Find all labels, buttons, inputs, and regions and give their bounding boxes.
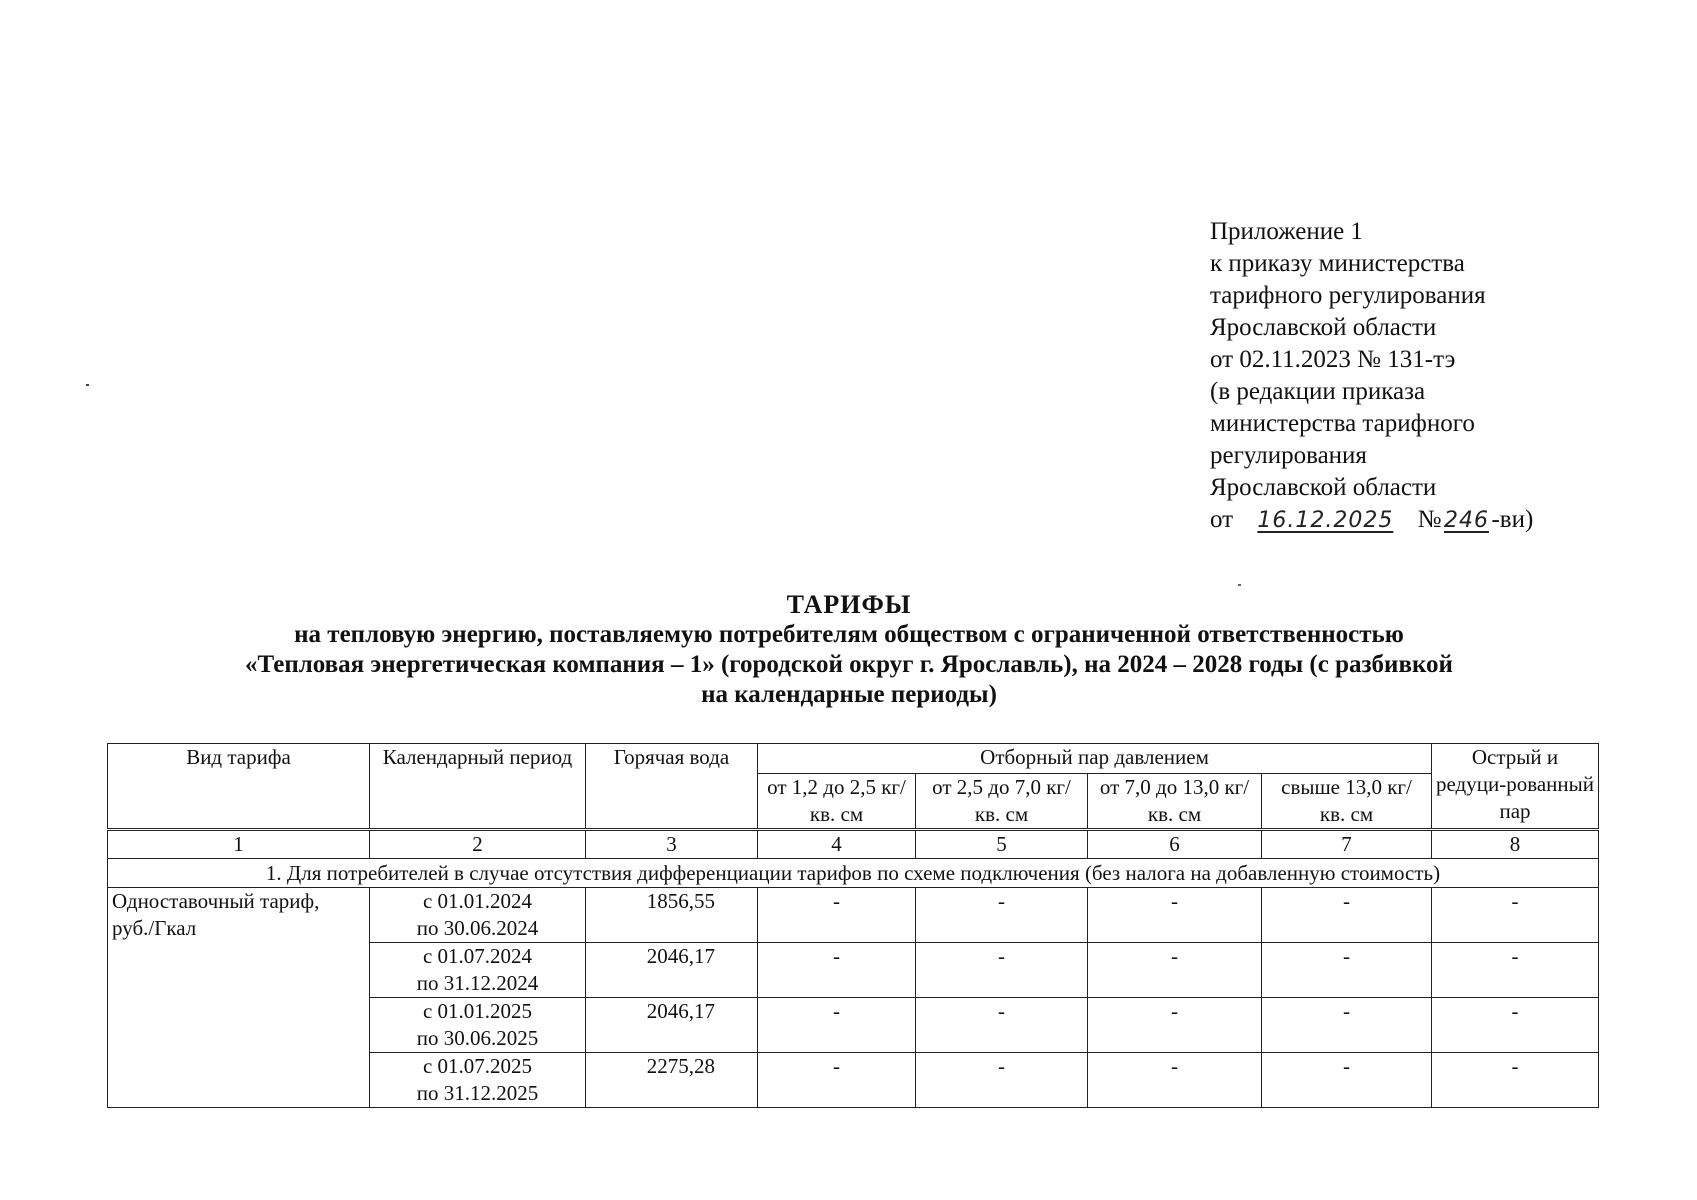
- annex-line: Ярославской области: [1210, 474, 1437, 501]
- sharp-steam-value: -: [1432, 943, 1599, 998]
- order-suffix: -ви): [1491, 506, 1534, 533]
- sharp-steam-value: -: [1432, 888, 1599, 943]
- steam-value: -: [758, 998, 916, 1053]
- tariff-type-cell: Одноставочный тариф, руб./Гкал: [108, 888, 370, 1108]
- header-hot-water: Горячая вода: [586, 744, 758, 830]
- steam-value: -: [1088, 998, 1262, 1053]
- title-line: на тепловую энергию, поставляемую потребителям обществом с ограниченной ответственностью: [294, 621, 1404, 648]
- hot-water-value: 2046,17: [586, 998, 758, 1053]
- annex-block: [1210, 216, 1670, 537]
- steam-value: -: [758, 888, 916, 943]
- handwritten-number: 246: [1443, 508, 1489, 533]
- title-line: на календарные периоды): [701, 681, 997, 708]
- handwritten-date: 16.12.2025: [1257, 508, 1394, 533]
- header-steam-3: от 7,0 до 13,0 кг/ кв. см: [1088, 774, 1262, 830]
- column-number: 3: [586, 830, 758, 859]
- annex-line: тарифного регулирования: [1210, 282, 1486, 309]
- header-period: Календарный период: [370, 744, 586, 830]
- annex-amendment-line: [1210, 504, 1670, 537]
- steam-value: -: [1262, 998, 1432, 1053]
- title-heading: ТАРИФЫ: [786, 590, 912, 619]
- steam-value: -: [916, 943, 1088, 998]
- period-from: с 01.07.2025: [422, 1054, 533, 1078]
- steam-value: -: [916, 1053, 1088, 1108]
- period-from: с 01.01.2024: [422, 889, 533, 913]
- column-number: 1: [108, 830, 370, 859]
- scan-speck: [1238, 584, 1241, 586]
- sharp-steam-value: -: [1432, 998, 1599, 1053]
- column-number: 4: [758, 830, 916, 859]
- annex-line: регулирования: [1210, 442, 1367, 469]
- header-sharp-steam: Острый и редуци-рованный пар: [1432, 744, 1599, 830]
- document-title: [100, 590, 1598, 710]
- steam-value: -: [1262, 1053, 1432, 1108]
- period-from: с 01.07.2024: [422, 944, 533, 968]
- period-to: по 31.12.2024: [416, 971, 539, 995]
- header-tariff-type: Вид тарифа: [108, 744, 370, 830]
- period-to: по 30.06.2025: [416, 1026, 539, 1050]
- annex-line: Ярославской области: [1210, 314, 1437, 341]
- hot-water-value: 1856,55: [586, 888, 758, 943]
- period-to: по 31.12.2025: [416, 1081, 539, 1105]
- tariff-table: [107, 743, 1599, 1108]
- section-heading: 1. Для потребителей в случае отсутствия дифференциации тарифов по схеме подключения (без налога на добавленную стоимость): [108, 859, 1599, 888]
- annex-from-label: от: [1210, 506, 1234, 533]
- steam-value: -: [916, 998, 1088, 1053]
- annex-line: Приложение 1: [1210, 218, 1363, 245]
- header-steam-4: свыше 13,0 кг/ кв. см: [1262, 774, 1432, 830]
- table-row: [108, 888, 1599, 943]
- annex-line: от 02.11.2023 № 131-тэ: [1210, 346, 1456, 373]
- annex-line: к приказу министерства: [1210, 250, 1465, 277]
- steam-value: -: [916, 888, 1088, 943]
- period-cell: [370, 888, 586, 943]
- steam-value: -: [1088, 1053, 1262, 1108]
- hot-water-value: 2046,17: [586, 943, 758, 998]
- period-cell: [370, 943, 586, 998]
- steam-value: -: [758, 1053, 916, 1108]
- annex-line: министерства тарифного: [1210, 410, 1475, 437]
- period-to: по 30.06.2024: [416, 916, 539, 940]
- number-sign: №: [1417, 506, 1442, 533]
- steam-value: -: [1262, 888, 1432, 943]
- steam-value: -: [1088, 943, 1262, 998]
- annex-line: (в редакции приказа: [1210, 378, 1426, 405]
- column-number: 8: [1432, 830, 1599, 859]
- scan-speck: [86, 384, 89, 386]
- steam-value: -: [1262, 943, 1432, 998]
- steam-value: -: [758, 943, 916, 998]
- title-line: «Тепловая энергетическая компания – 1» (городской округ г. Ярославль), на 2024 – 2028 годы (с разбивкой: [245, 651, 1453, 678]
- column-number: 5: [916, 830, 1088, 859]
- hot-water-value: 2275,28: [586, 1053, 758, 1108]
- header-steam-1: от 1,2 до 2,5 кг/ кв. см: [758, 774, 916, 830]
- steam-value: -: [1088, 888, 1262, 943]
- sharp-steam-value: -: [1432, 1053, 1599, 1108]
- period-cell: [370, 998, 586, 1053]
- period-from: с 01.01.2025: [422, 999, 533, 1023]
- column-number: 6: [1088, 830, 1262, 859]
- column-number: 2: [370, 830, 586, 859]
- header-steam-2: от 2,5 до 7,0 кг/ кв. см: [916, 774, 1088, 830]
- header-steam-group: Отборный пар давлением: [758, 744, 1432, 774]
- period-cell: [370, 1053, 586, 1108]
- column-number: 7: [1262, 830, 1432, 859]
